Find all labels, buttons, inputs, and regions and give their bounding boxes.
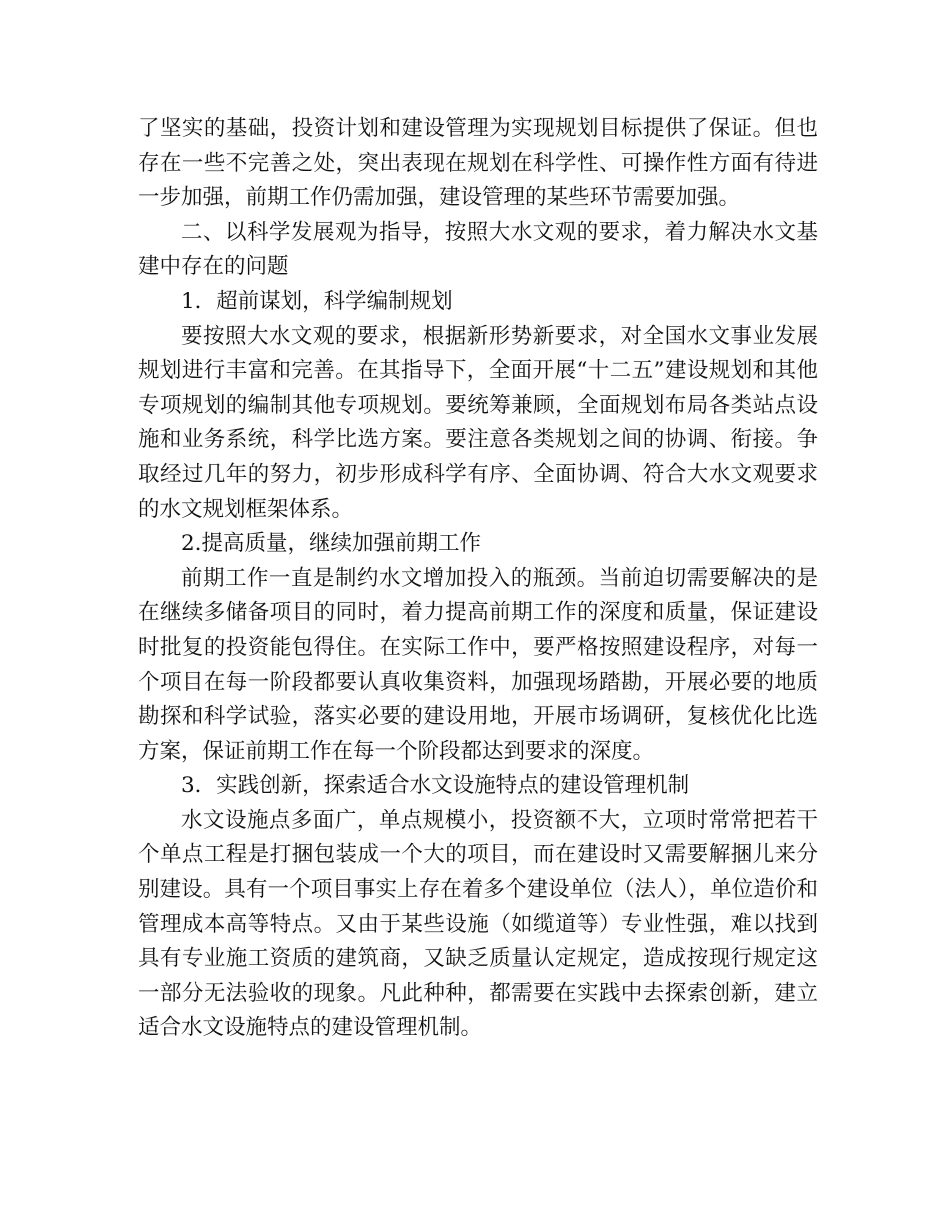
paragraph-planning: 要按照大水文观的要求，根据新形势新要求，对全国水文事业发展规划进行丰富和完善。在其指导下，全面开展“十二五”建设规划和其他专项规划的编制其他专项规划。要统筹兼顾，全面规划布局各类站点设施和业务系统，科学比选方案。要注意各类规划之间的协调、衔接。争取经过几年的努力，初步形成科学有序、全面协调、符合大水文观要求的水文规划框架体系。 xyxy=(138,323,818,522)
paragraph-continuation: 了坚实的基础，投资计划和建设管理为实现规划目标提供了保证。但也存在一些不完善之处，突出表现在规划在科学性、可操作性方面有待进一步加强，前期工作仍需加强，建设管理的某些环节需要加强。 xyxy=(138,116,818,211)
subheading-1: 1．超前谋划，科学编制规划 xyxy=(181,288,453,314)
section-heading-2: 二、以科学发展观为指导，按照大水文观的要求，着力解决水文基建中存在的问题 xyxy=(138,219,818,280)
document-page xyxy=(138,112,818,1046)
subheading-3: 3．实践创新，探索适合水文设施特点的建设管理机制 xyxy=(181,773,690,799)
subheading-2: 2.提高质量，继续加强前期工作 xyxy=(181,531,482,557)
paragraph-preliminary-work: 前期工作一直是制约水文增加投入的瓶颈。当前迫切需要解决的是在继续多储备项目的同时，着力提高前期工作的深度和质量，保证建设时批复的投资能包得住。在实际工作中，要严格按照建设程序，对每一个项目在每一阶段都要认真收集资料，加强现场踏勘，开展必要的地质勘探和科学试验，落实必要的建设用地，开展市场调研，复核优化比选方案，保证前期工作在每一个阶段都达到要求的深度。 xyxy=(138,565,818,764)
paragraph-management-mechanism: 水文设施点多面广，单点规模小，投资额不大，立项时常常把若干个单点工程是打捆包装成一个大的项目，而在建设时又需要解捆儿来分别建设。具有一个项目事实上存在着多个建设单位（法人），单位造价和管理成本高等特点。又由于某些设施（如缆道等）专业性强，难以找到具有专业施工资质的建筑商，又缺乏质量认定规定，造成按现行规定这一部分无法验收的现象。凡此种种，都需要在实践中去探索创新，建立适合水文设施特点的建设管理机制。 xyxy=(138,807,818,1041)
